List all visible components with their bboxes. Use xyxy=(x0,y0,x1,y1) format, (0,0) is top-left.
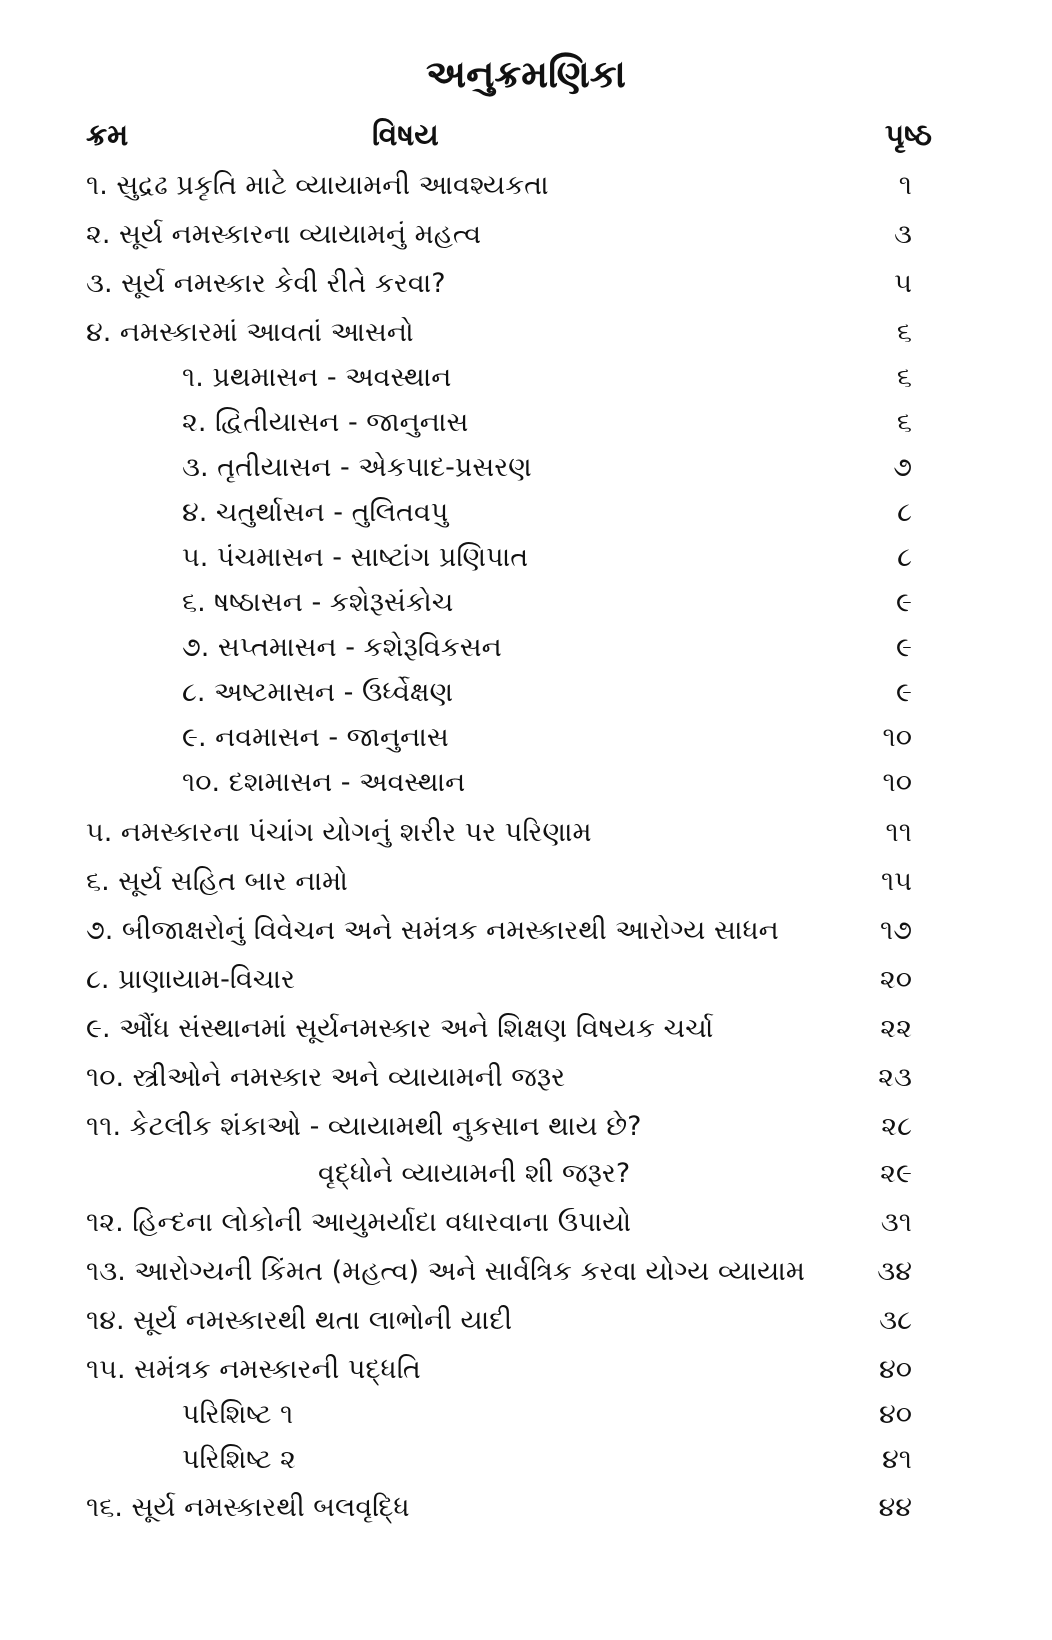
toc-entry-title: ૩. તૃતીયાસન - એકપાદ-પ્રસરણ xyxy=(182,452,532,483)
toc-entry-page: ૪૪ xyxy=(878,1492,912,1523)
toc-entry-title: ૧૩. આરોગ્યની કિંમત (મહત્વ) અને સાર્વત્રિક કરવા યોગ્ય વ્યાયામ xyxy=(86,1256,805,1287)
toc-entry-page: ૧ xyxy=(898,170,912,201)
toc-entry-title: ૨. દ્વિતીયાસન - જાનુનાસ xyxy=(182,407,469,438)
toc-entry-page: ૫ xyxy=(894,268,912,299)
toc-entry-page: ૩ xyxy=(894,219,912,250)
toc-entry-page: ૨૨ xyxy=(880,1013,912,1044)
toc-entry-page: ૪૦ xyxy=(879,1354,912,1385)
toc-entry-page: ૪૦ xyxy=(879,1399,912,1430)
toc-entry-title: ૫. નમસ્કારના પંચાંગ યોગનું શરીર પર પરિણામ xyxy=(86,817,592,848)
toc-entry-page: ૮ xyxy=(897,542,912,573)
toc-entry-page: ૨૮ xyxy=(881,1111,912,1142)
header-vishay: વિષય xyxy=(372,118,439,153)
toc-entry-page: ૬ xyxy=(896,407,912,438)
toc-entry-page: ૧૧ xyxy=(885,817,912,848)
toc-entry-page: ૧૫ xyxy=(881,866,912,897)
toc-entry-title: ૬. સૂર્ય સહિત બાર નામો xyxy=(86,866,348,897)
toc-entry-page: ૧૦ xyxy=(882,767,912,798)
toc-entry-page: ૨૦ xyxy=(879,964,912,995)
toc-entry-title: ૧૫. સમંત્રક નમસ્કારની પદ્ધતિ xyxy=(86,1354,421,1385)
toc-entry-title: ૯. ઔંધ સંસ્થાનમાં સૂર્યનમસ્કાર અને શિક્ષણ વિષયક ચર્ચા xyxy=(86,1013,714,1044)
toc-entry-page: ૨૯ xyxy=(880,1158,912,1189)
toc-entry-title: ૧૧. કેટલીક શંકાઓ - વ્યાયામથી નુકસાન થાય છે? xyxy=(86,1111,642,1142)
toc-entry-page: ૪૧ xyxy=(882,1444,912,1475)
toc-entry-page: ૨૩ xyxy=(878,1062,912,1093)
toc-entry-title: ૮. પ્રાણાયામ-વિચાર xyxy=(86,964,295,995)
toc-entry-title: ૧૦. સ્ત્રીઓને નમસ્કાર અને વ્યાયામની જરૂર xyxy=(86,1062,566,1093)
header-krama: ક્રમ xyxy=(86,118,129,153)
toc-entry-title: ૨. સૂર્ય નમસ્કારના વ્યાયામનું મહત્વ xyxy=(86,219,482,250)
toc-entry-title: ૭. બીજાક્ષરોનું વિવેચન અને સમંત્રક નમસ્કારથી આરોગ્ય સાધન xyxy=(86,915,779,946)
toc-entry-page: ૩૪ xyxy=(877,1256,912,1287)
toc-entry-page: ૧૦ xyxy=(882,722,912,753)
toc-entry-page: ૯ xyxy=(896,677,912,708)
toc-entry-page: ૮ xyxy=(897,497,912,528)
toc-entry-title: ૧૦. દશમાસન - અવસ્થાન xyxy=(182,767,466,798)
toc-entry-title: પરિશિષ્ટ ૧ xyxy=(182,1399,294,1430)
toc-entry-title: ૪. ચતુર્થાસન - તુલિતવપુ xyxy=(182,497,449,528)
toc-entry-title: ૯. નવમાસન - જાનુનાસ xyxy=(182,722,449,753)
toc-entry-title: ૩. સૂર્ય નમસ્કાર કેવી રીતે કરવા? xyxy=(86,268,446,299)
toc-entry-page: ૯ xyxy=(896,632,912,663)
toc-entry-title: ૧. સુદ્રઢ પ્રકૃતિ માટે વ્યાયામની આવશ્યકતા xyxy=(86,170,549,201)
toc-entry-title: ૧૨. હિન્દના લોકોની આયુમર્યાદા વધારવાના ઉપાયો xyxy=(86,1207,632,1238)
toc-entry-title: ૧૪. સૂર્ય નમસ્કારથી થતા લાભોની યાદી xyxy=(86,1305,513,1336)
toc-entry-page: ૬ xyxy=(896,317,912,348)
toc-entry-page: ૩૮ xyxy=(879,1305,912,1336)
toc-entry-title: ૮. અષ્ટમાસન - ઉર્ધ્વેક્ષણ xyxy=(182,677,454,708)
toc-entry-title: ૧. પ્રથમાસન - અવસ્થાન xyxy=(182,362,452,393)
toc-entry-page: ૩૧ xyxy=(880,1207,912,1238)
toc-entry-page: ૯ xyxy=(896,587,912,618)
header-prushth: પૃષ્ઠ xyxy=(884,118,932,153)
page-title: અનુક્રમણિકા xyxy=(426,52,626,96)
toc-entry-title: ૧૬. સૂર્ય નમસ્કારથી બલવૃદ્ધિ xyxy=(86,1492,410,1523)
toc-entry-page: ૧૭ xyxy=(880,915,912,946)
toc-entry-page: ૭ xyxy=(893,452,912,483)
toc-entry-title: વૃદ્ધોને વ્યાયામની શી જરૂર? xyxy=(318,1158,631,1189)
toc-entry-page: ૬ xyxy=(896,362,912,393)
toc-entry-title: ૭. સપ્તમાસન - કશેરૂવિકસન xyxy=(182,632,502,663)
toc-entry-title: પરિશિષ્ટ ૨ xyxy=(182,1444,296,1475)
toc-entry-title: ૫. પંચમાસન - સાષ્ટાંગ પ્રણિપાત xyxy=(182,542,529,573)
toc-entry-title: ૬. ષષ્ઠાસન - કશેરૂસંકોચ xyxy=(182,587,454,618)
toc-entry-title: ૪. નમસ્કારમાં આવતાં આસનો xyxy=(86,317,414,348)
